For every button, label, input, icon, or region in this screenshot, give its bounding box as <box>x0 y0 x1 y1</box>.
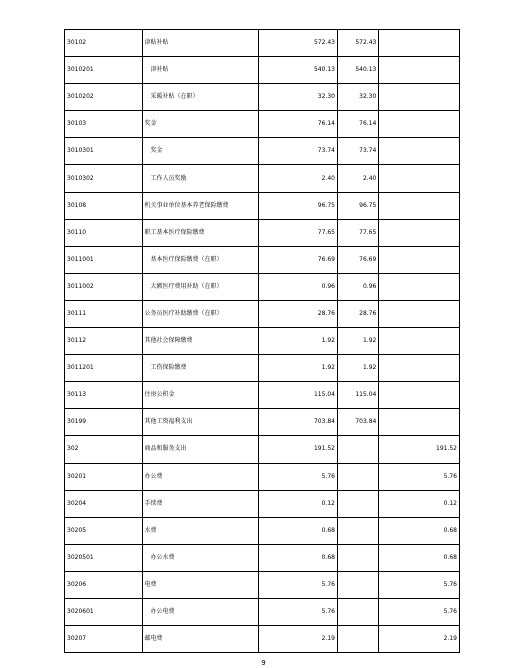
budget-expenditure-table <box>64 29 460 653</box>
row-name-cell: 电费 <box>142 571 259 598</box>
row-total-cell: 703.84 <box>259 409 338 436</box>
row-total-cell: 0.68 <box>259 517 338 544</box>
row-total-cell: 540.13 <box>259 57 338 84</box>
row-name-cell: 津贴补贴 <box>142 30 259 57</box>
row-project-cell <box>379 355 460 382</box>
row-name-cell: 其他工资福利支出 <box>142 409 259 436</box>
row-name-cell: 大额医疗费用补助（在职） <box>142 273 259 300</box>
table-row <box>65 517 460 544</box>
table-row <box>65 138 460 165</box>
table-row <box>65 328 460 355</box>
row-total-cell: 76.69 <box>259 246 338 273</box>
row-code-cell: 30207 <box>65 626 143 653</box>
row-name-cell: 商品和服务支出 <box>142 436 259 463</box>
row-project-cell <box>379 30 460 57</box>
row-basic-cell <box>337 490 378 517</box>
row-name-cell: 水费 <box>142 517 259 544</box>
row-name-cell: 奖金 <box>142 138 259 165</box>
table-row <box>65 30 460 57</box>
row-name-cell: 住房公积金 <box>142 382 259 409</box>
row-basic-cell <box>337 571 378 598</box>
table-row <box>65 355 460 382</box>
row-name-cell: 其他社会保障缴费 <box>142 328 259 355</box>
row-basic-cell <box>337 463 378 490</box>
row-code-cell: 30110 <box>65 219 143 246</box>
row-project-cell: 5.76 <box>379 463 460 490</box>
table-row <box>65 300 460 327</box>
row-basic-cell: 73.74 <box>337 138 378 165</box>
row-project-cell <box>379 84 460 111</box>
row-total-cell: 1.92 <box>259 355 338 382</box>
row-total-cell: 76.14 <box>259 111 338 138</box>
row-project-cell <box>379 138 460 165</box>
row-project-cell: 2.19 <box>379 626 460 653</box>
row-total-cell: 28.76 <box>259 300 338 327</box>
row-basic-cell: 96.75 <box>337 192 378 219</box>
row-total-cell: 2.19 <box>259 626 338 653</box>
table-row <box>65 571 460 598</box>
row-project-cell <box>379 273 460 300</box>
row-basic-cell <box>337 544 378 571</box>
row-name-cell: 工伤保险缴费 <box>142 355 259 382</box>
row-name-cell: 奖金 <box>142 111 259 138</box>
row-total-cell: 5.76 <box>259 463 338 490</box>
row-basic-cell: 572.43 <box>337 30 378 57</box>
row-basic-cell: 703.84 <box>337 409 378 436</box>
table-row <box>65 626 460 653</box>
row-code-cell: 30112 <box>65 328 143 355</box>
row-project-cell: 0.68 <box>379 517 460 544</box>
row-name-cell: 采暖补贴（在职） <box>142 84 259 111</box>
table-row <box>65 436 460 463</box>
table-row <box>65 490 460 517</box>
row-basic-cell: 1.92 <box>337 328 378 355</box>
row-code-cell: 30113 <box>65 382 143 409</box>
row-code-cell: 30102 <box>65 30 143 57</box>
row-code-cell: 3020501 <box>65 544 143 571</box>
row-basic-cell: 2.40 <box>337 165 378 192</box>
row-name-cell: 基本医疗保险缴费（在职） <box>142 246 259 273</box>
row-total-cell: 1.92 <box>259 328 338 355</box>
row-basic-cell <box>337 517 378 544</box>
row-basic-cell: 32.30 <box>337 84 378 111</box>
table-row <box>65 219 460 246</box>
row-basic-cell: 115.04 <box>337 382 378 409</box>
row-name-cell: 津补贴 <box>142 57 259 84</box>
row-project-cell <box>379 246 460 273</box>
row-project-cell: 0.68 <box>379 544 460 571</box>
row-total-cell: 2.40 <box>259 165 338 192</box>
row-code-cell: 30206 <box>65 571 143 598</box>
row-project-cell: 0.12 <box>379 490 460 517</box>
row-basic-cell: 28.76 <box>337 300 378 327</box>
row-name-cell: 办公电费 <box>142 598 259 625</box>
row-code-cell: 3011001 <box>65 246 143 273</box>
row-name-cell: 职工基本医疗保险缴费 <box>142 219 259 246</box>
page-number: 9 <box>261 659 266 667</box>
row-project-cell <box>379 111 460 138</box>
table-row <box>65 273 460 300</box>
row-project-cell: 191.52 <box>379 436 460 463</box>
table-row <box>65 544 460 571</box>
row-code-cell: 3010202 <box>65 84 143 111</box>
row-code-cell: 30111 <box>65 300 143 327</box>
row-project-cell <box>379 409 460 436</box>
row-name-cell: 办公费 <box>142 463 259 490</box>
row-total-cell: 96.75 <box>259 192 338 219</box>
table-body <box>65 30 460 653</box>
row-basic-cell <box>337 598 378 625</box>
table-row <box>65 192 460 219</box>
row-code-cell: 3010201 <box>65 57 143 84</box>
row-project-cell: 5.76 <box>379 598 460 625</box>
row-code-cell: 3010302 <box>65 165 143 192</box>
row-name-cell: 公务员医疗补助缴费（在职） <box>142 300 259 327</box>
table-row <box>65 382 460 409</box>
row-total-cell: 0.68 <box>259 544 338 571</box>
row-project-cell <box>379 165 460 192</box>
row-total-cell: 0.12 <box>259 490 338 517</box>
row-code-cell: 30103 <box>65 111 143 138</box>
row-code-cell: 30108 <box>65 192 143 219</box>
table-row <box>65 57 460 84</box>
row-total-cell: 5.76 <box>259 571 338 598</box>
row-name-cell: 工作人员奖励 <box>142 165 259 192</box>
row-total-cell: 0.96 <box>259 273 338 300</box>
table-row <box>65 111 460 138</box>
row-name-cell: 邮电费 <box>142 626 259 653</box>
table-row <box>65 409 460 436</box>
row-name-cell: 机关事业单位基本养老保险缴费 <box>142 192 259 219</box>
row-project-cell <box>379 192 460 219</box>
row-code-cell: 30205 <box>65 517 143 544</box>
row-total-cell: 73.74 <box>259 138 338 165</box>
row-name-cell: 办公水费 <box>142 544 259 571</box>
row-project-cell <box>379 300 460 327</box>
row-basic-cell <box>337 436 378 463</box>
row-code-cell: 3020601 <box>65 598 143 625</box>
row-basic-cell: 0.96 <box>337 273 378 300</box>
row-basic-cell <box>337 626 378 653</box>
row-project-cell <box>379 382 460 409</box>
table-row <box>65 463 460 490</box>
row-project-cell: 5.76 <box>379 571 460 598</box>
row-code-cell: 3011201 <box>65 355 143 382</box>
row-project-cell <box>379 57 460 84</box>
row-name-cell: 手续费 <box>142 490 259 517</box>
row-code-cell: 30204 <box>65 490 143 517</box>
row-total-cell: 32.30 <box>259 84 338 111</box>
row-basic-cell: 1.92 <box>337 355 378 382</box>
table-row <box>65 246 460 273</box>
row-code-cell: 302 <box>65 436 143 463</box>
row-project-cell <box>379 328 460 355</box>
row-basic-cell: 540.13 <box>337 57 378 84</box>
row-basic-cell: 77.65 <box>337 219 378 246</box>
row-total-cell: 572.43 <box>259 30 338 57</box>
row-code-cell: 3010301 <box>65 138 143 165</box>
row-code-cell: 30201 <box>65 463 143 490</box>
row-basic-cell: 76.69 <box>337 246 378 273</box>
table-row <box>65 165 460 192</box>
table-row <box>65 598 460 625</box>
row-code-cell: 3011002 <box>65 273 143 300</box>
row-total-cell: 77.65 <box>259 219 338 246</box>
table-row <box>65 84 460 111</box>
row-total-cell: 5.76 <box>259 598 338 625</box>
row-total-cell: 115.04 <box>259 382 338 409</box>
row-project-cell <box>379 219 460 246</box>
row-total-cell: 191.52 <box>259 436 338 463</box>
row-code-cell: 30199 <box>65 409 143 436</box>
row-basic-cell: 76.14 <box>337 111 378 138</box>
